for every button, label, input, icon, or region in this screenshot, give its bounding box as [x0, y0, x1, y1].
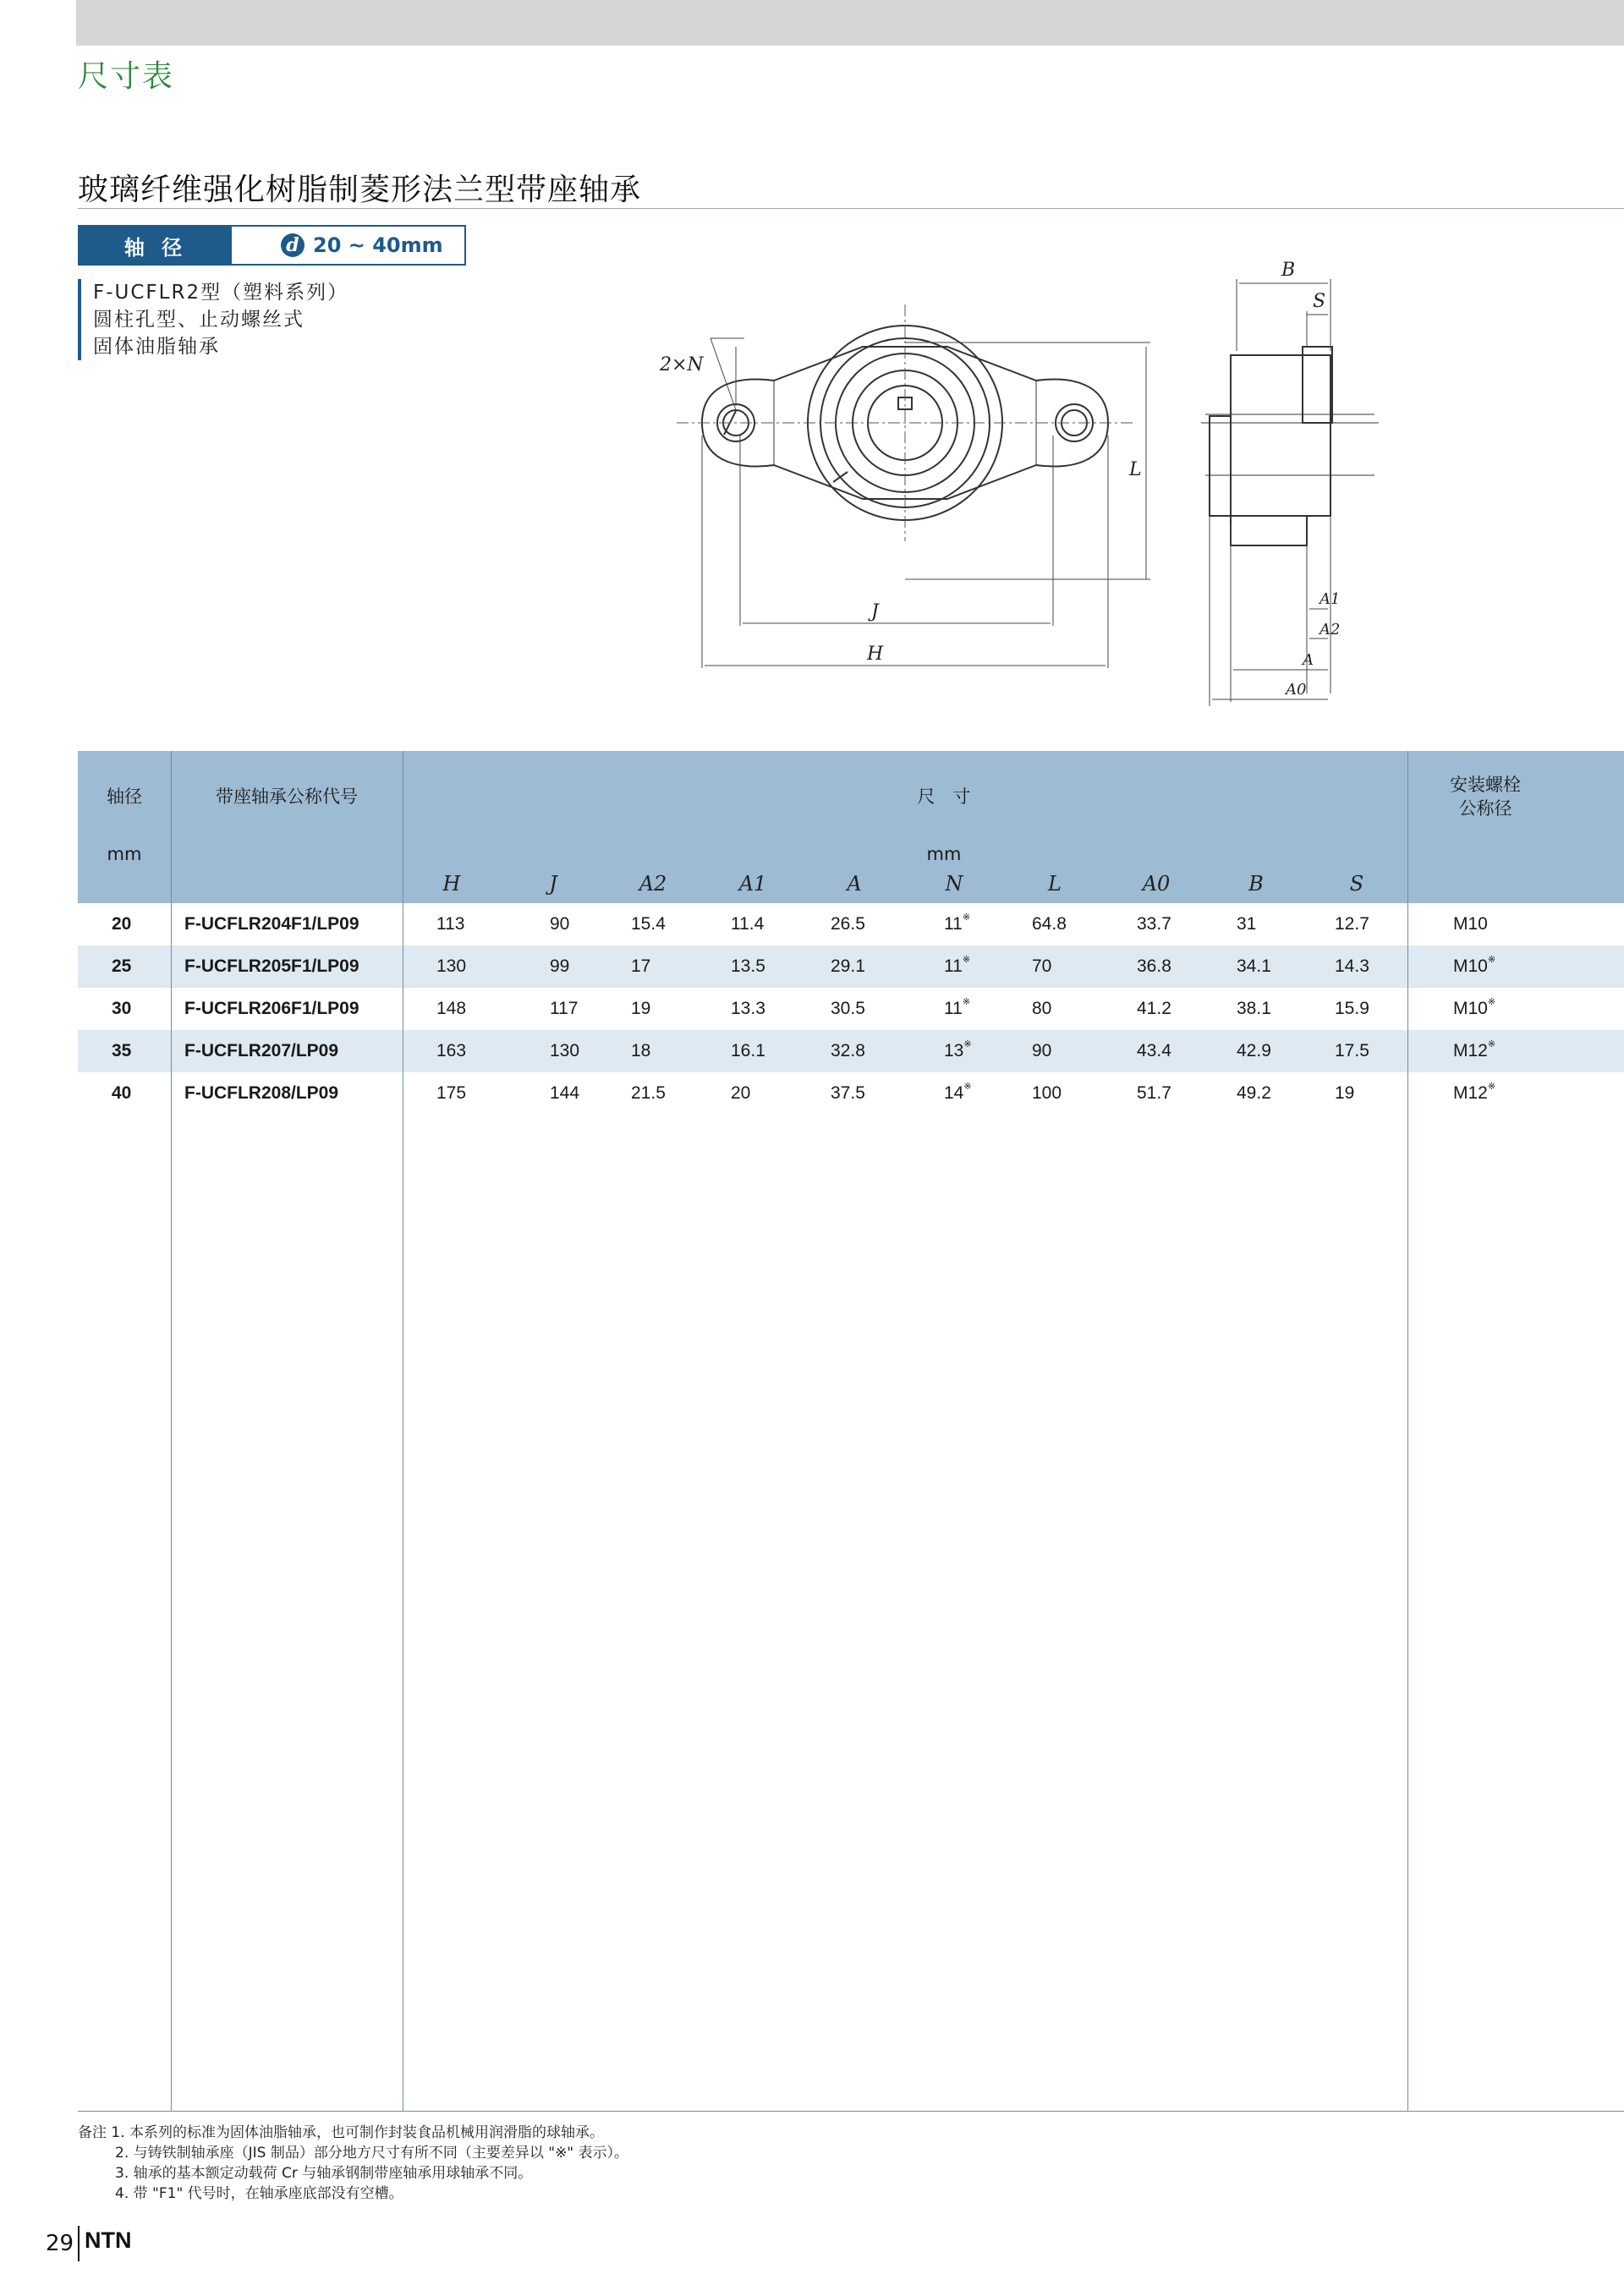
cell-s: 12.7	[1335, 914, 1369, 934]
cell-n: 14※	[944, 1082, 972, 1103]
cell-code: F-UCFLR207/LP09	[184, 1041, 339, 1060]
brand-logo: NTN	[85, 2228, 132, 2253]
cell-a2: 19	[631, 999, 651, 1018]
cell-a: 29.1	[831, 956, 865, 976]
cell-l: 90	[1032, 1041, 1052, 1060]
shaft-range	[232, 227, 464, 264]
col-j: J	[549, 872, 557, 896]
col-h: H	[442, 872, 461, 896]
cell-code: F-UCFLR204F1/LP09	[184, 914, 359, 934]
table-row	[78, 903, 1624, 945]
cell-a2: 18	[631, 1041, 651, 1060]
divider-3	[1407, 751, 1408, 2111]
cell-bolt: M10※	[1453, 955, 1496, 976]
label-a1: A1	[1320, 590, 1341, 608]
cell-bolt: M12※	[1453, 1039, 1496, 1060]
cell-j: 144	[550, 1083, 580, 1103]
notes	[78, 2123, 628, 2204]
note-3: 3. 轴承的基本额定动载荷 Cr 与轴承钢制带座轴承用球轴承不同。	[115, 2165, 533, 2182]
cell-a0: 51.7	[1137, 1083, 1171, 1103]
side-housing	[1231, 355, 1330, 516]
cell-j: 90	[550, 914, 570, 934]
cell-d: 35	[112, 1041, 132, 1060]
col-a: A	[847, 872, 862, 896]
cell-bolt: M10※	[1453, 997, 1496, 1018]
cell-h: 148	[436, 999, 467, 1018]
cell-a2: 17	[631, 956, 651, 976]
label-j: J	[871, 601, 879, 622]
cell-b: 31	[1237, 914, 1257, 934]
cell-s: 19	[1335, 1083, 1355, 1103]
cell-l: 64.8	[1032, 914, 1067, 934]
cell-a1: 11.4	[731, 914, 765, 934]
cell-j: 130	[550, 1041, 580, 1060]
cell-b: 49.2	[1237, 1083, 1271, 1103]
page-number: 29	[46, 2231, 74, 2256]
cell-a0: 41.2	[1137, 999, 1171, 1018]
table-row	[78, 1072, 1624, 1115]
header-bolt-line2: 公称径	[1458, 798, 1512, 819]
cell-b: 34.1	[1237, 956, 1271, 976]
header-shaft-dia: 轴径	[107, 786, 142, 807]
cell-n: 13※	[944, 1039, 972, 1060]
cell-a1: 16.1	[731, 1041, 765, 1060]
label-l: L	[1129, 459, 1142, 480]
col-b: B	[1248, 872, 1264, 896]
label-h: H	[867, 644, 884, 665]
header-designation: 带座轴承公称代号	[216, 786, 358, 807]
cell-s: 17.5	[1335, 1041, 1369, 1060]
cell-n: 11※	[944, 997, 971, 1018]
cell-code: F-UCFLR206F1/LP09	[184, 999, 359, 1018]
difference-mark: ※	[1487, 955, 1496, 965]
difference-mark: ※	[963, 1039, 972, 1049]
table-bottom-rule	[78, 2111, 1624, 2112]
cell-l: 70	[1032, 956, 1052, 976]
cell-l: 80	[1032, 999, 1052, 1018]
cell-code: F-UCFLR208/LP09	[184, 1083, 339, 1103]
difference-mark: ※	[1487, 1082, 1496, 1092]
cell-a: 32.8	[831, 1041, 865, 1060]
note-4: 4. 带 "F1" 代号时，在轴承座底部没有空槽。	[115, 2185, 403, 2202]
cell-d: 30	[112, 999, 132, 1018]
cell-a0: 43.4	[1137, 1041, 1171, 1060]
diameter-symbol-icon: d	[281, 233, 304, 257]
label-a2: A2	[1320, 621, 1341, 638]
cell-s: 15.9	[1335, 999, 1369, 1018]
header-dimensions: 尺 寸	[917, 786, 971, 807]
header-bolt-line1: 安装螺栓	[1450, 775, 1521, 795]
divider-1	[171, 751, 172, 2111]
footer-divider	[78, 2226, 80, 2261]
shaft-range-value: 20 ~ 40mm	[313, 233, 443, 257]
col-s: S	[1349, 872, 1364, 896]
difference-mark: ※	[1487, 997, 1496, 1007]
cell-a0: 33.7	[1137, 914, 1171, 934]
note-1: 备注 1. 本系列的标准为固体油脂轴承，也可制作封装食品机械用润滑脂的球轴承。	[78, 2124, 605, 2141]
table-row	[78, 1030, 1624, 1072]
shaft-diameter-box	[78, 225, 466, 266]
label-a: A	[1303, 651, 1314, 669]
section-title: 尺寸表	[78, 59, 175, 94]
cell-a2: 15.4	[631, 914, 666, 934]
col-a2: A2	[639, 872, 667, 896]
cell-h: 130	[436, 956, 467, 976]
cell-s: 14.3	[1335, 956, 1369, 976]
note-2: 2. 与铸铁制轴承座（JIS 制品）部分地方尺寸有所不同（主要差异以 "※" 表示）。	[115, 2145, 629, 2162]
header-dim-unit: mm	[926, 844, 962, 864]
cell-a: 30.5	[831, 999, 865, 1018]
cell-a0: 36.8	[1137, 956, 1171, 976]
cell-a1: 13.5	[731, 956, 765, 976]
difference-mark: ※	[962, 997, 971, 1007]
heading-divider	[78, 208, 1624, 209]
cell-j: 99	[550, 956, 570, 976]
difference-mark: ※	[962, 912, 971, 923]
cell-a2: 21.5	[631, 1083, 666, 1103]
table-header	[78, 751, 1624, 903]
series-line-1: F-UCFLR2型（塑料系列）	[93, 282, 349, 304]
cell-a1: 20	[731, 1083, 751, 1103]
cell-code: F-UCFLR205F1/LP09	[184, 956, 359, 976]
table-row	[78, 988, 1624, 1030]
cell-h: 163	[436, 1041, 467, 1060]
top-band	[76, 0, 1624, 46]
bearing-unit-drawing	[651, 254, 1413, 727]
difference-mark: ※	[1487, 1039, 1496, 1049]
shaft-label: 轴 径	[80, 227, 232, 264]
cell-b: 42.9	[1237, 1041, 1271, 1060]
cell-h: 113	[436, 914, 465, 934]
table-row	[78, 945, 1624, 988]
difference-mark: ※	[962, 955, 971, 965]
cell-bolt: M10	[1453, 914, 1488, 934]
cell-a1: 13.3	[731, 999, 765, 1018]
col-n: N	[945, 872, 963, 896]
header-shaft-unit: mm	[107, 844, 142, 864]
difference-mark: ※	[963, 1082, 972, 1092]
col-a0: A0	[1142, 872, 1171, 896]
col-l: L	[1048, 872, 1062, 896]
label-2xn: 2×N	[660, 354, 704, 375]
cell-j: 117	[550, 999, 579, 1018]
label-s: S	[1313, 291, 1326, 312]
cell-h: 175	[436, 1083, 467, 1103]
page-heading: 玻璃纤维强化树脂制菱形法兰型带座轴承	[78, 173, 642, 207]
cell-l: 100	[1032, 1083, 1062, 1103]
cell-d: 20	[112, 914, 132, 934]
label-a0: A0	[1286, 681, 1307, 699]
cell-b: 38.1	[1237, 999, 1271, 1018]
series-line-3: 固体油脂轴承	[93, 336, 220, 358]
series-line-2: 圆柱孔型、止动螺丝式	[93, 309, 304, 331]
cell-d: 40	[112, 1083, 132, 1103]
cell-n: 11※	[944, 912, 971, 934]
label-b: B	[1281, 260, 1296, 281]
side-flange	[1210, 416, 1231, 516]
col-a1: A1	[738, 872, 767, 896]
cell-a: 37.5	[831, 1083, 865, 1103]
cell-n: 11※	[944, 955, 971, 976]
series-description	[78, 279, 348, 360]
cell-d: 25	[112, 956, 132, 976]
cell-a: 26.5	[831, 914, 865, 934]
cell-bolt: M12※	[1453, 1082, 1496, 1103]
